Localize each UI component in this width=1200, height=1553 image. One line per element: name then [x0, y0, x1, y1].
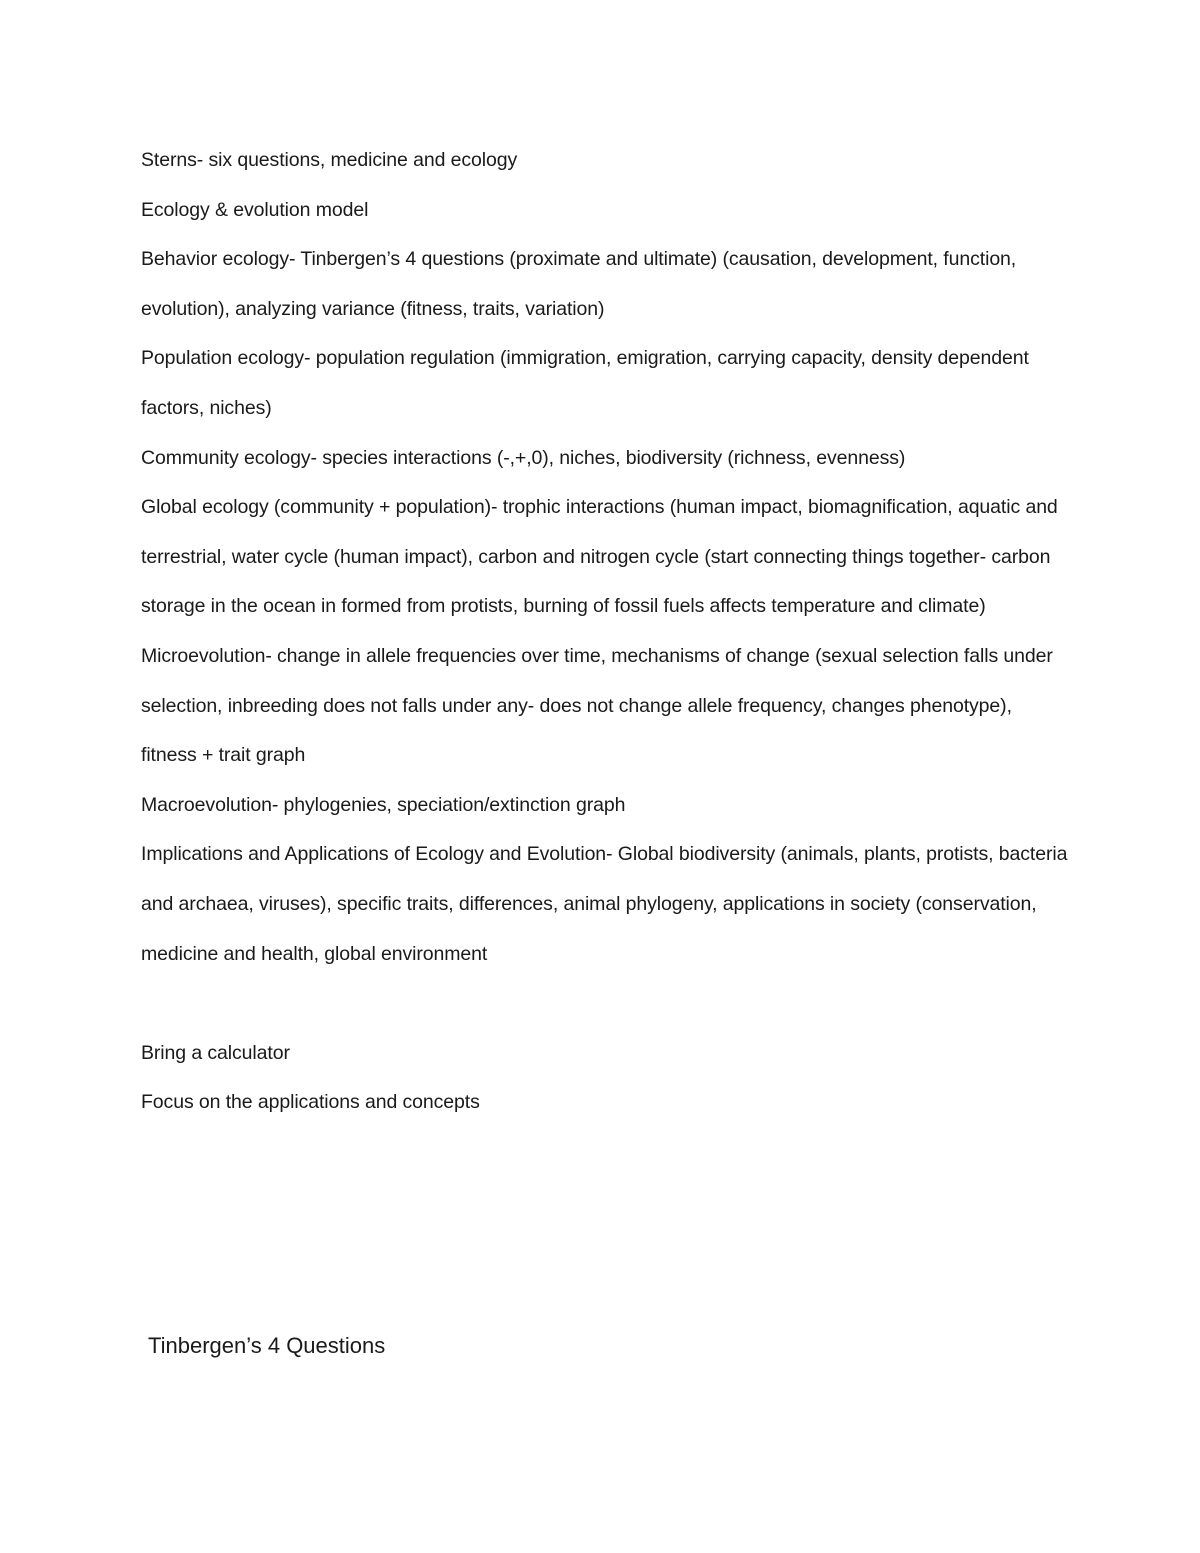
- document-body: [141, 136, 1071, 1128]
- paragraph-ecology-evolution-model: Ecology & evolution model: [141, 198, 369, 221]
- note-calculator: Bring a calculator: [141, 1041, 290, 1064]
- blank-line: [141, 979, 1071, 1029]
- paragraph-microevolution: Microevolution- change in allele frequencies over time, mechanisms of change (sexual selection falls under selection, inbreeding does not falls under any- does not change allele frequency, changes phenotype), fitness + trait graph: [141, 644, 1053, 767]
- note-focus: Focus on the applications and concepts: [141, 1091, 480, 1114]
- paragraph-population-ecology: Population ecology- population regulation (immigration, emigration, carrying capacity, density dependent factors, niches): [141, 347, 1029, 419]
- paragraph-sterns: Sterns- six questions, medicine and ecology: [141, 149, 518, 171]
- paragraph-community-ecology: Community ecology- species interactions (-,+,0), niches, biodiversity (richness, evenness): [141, 446, 906, 469]
- paragraph-macroevolution: Macroevolution- phylogenies, speciation/extinction graph: [141, 793, 626, 816]
- section-heading: Tinbergen’s 4 Questions: [148, 1333, 386, 1358]
- paragraph-behavior-ecology: Behavior ecology- Tinbergen’s 4 questions (proximate and ultimate) (causation, development, function, evolution), analyzing variance (fitness, traits, variation): [141, 248, 1017, 320]
- paragraph-global-ecology: Global ecology (community + population)- trophic interactions (human impact, biomagnification, aquatic and terrestrial, water cycle (human impact), carbon and nitrogen cycle (start connecting things together- carbon storage in the ocean in formed from protists, burning of fossil fuels affects temperature and climate): [141, 496, 1058, 618]
- paragraph-implications: Implications and Applications of Ecology and Evolution- Global biodiversity (animals, plants, protists, bacteria and archaea, viruses), specific traits, differences, animal phylogeny, applications in society (conservation, medicine and health, global environment: [141, 843, 1068, 965]
